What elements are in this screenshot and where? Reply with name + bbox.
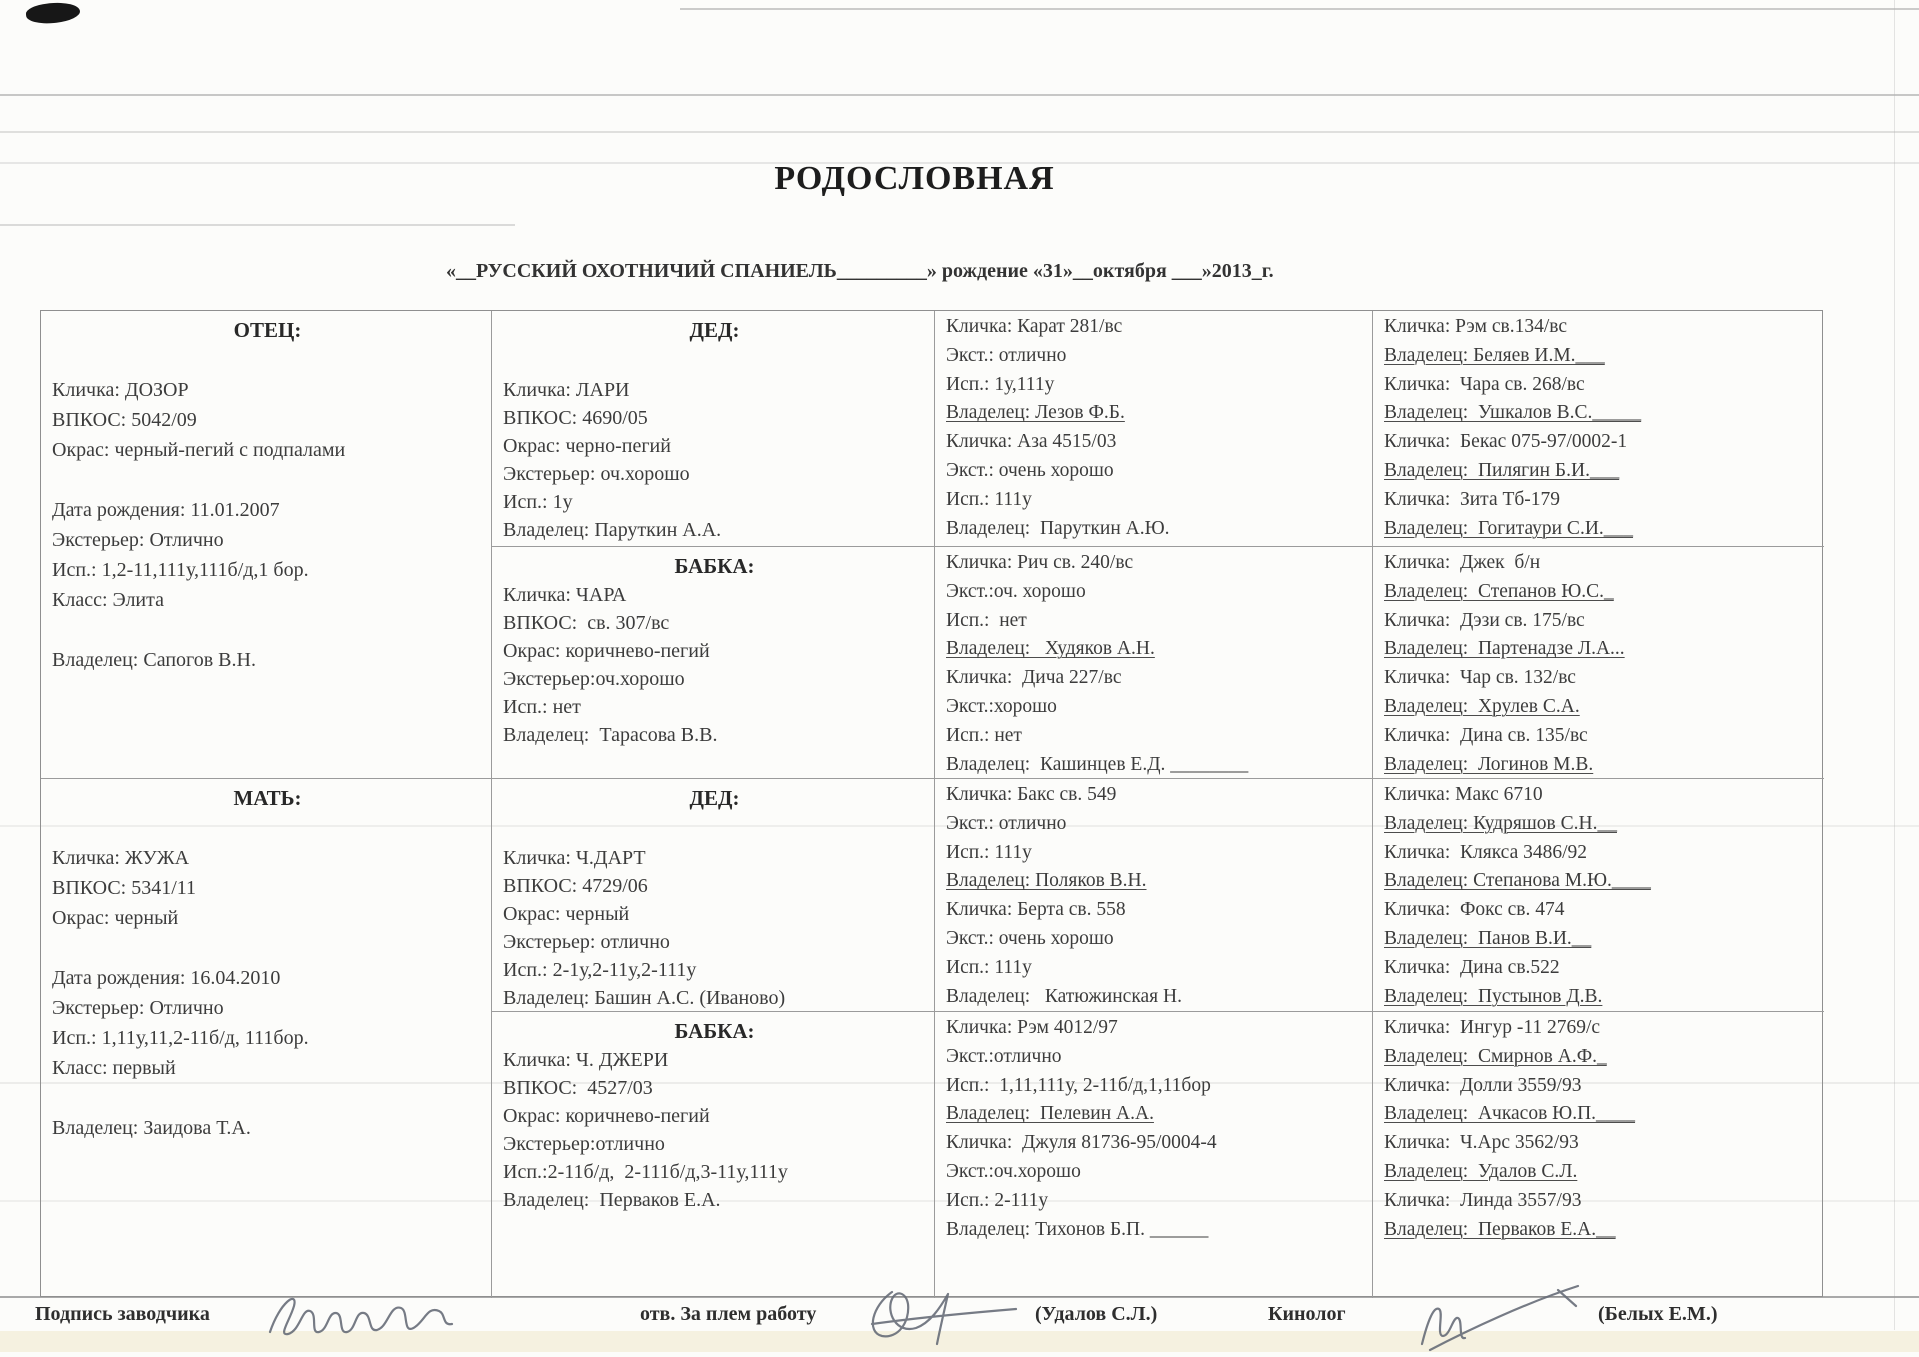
pedigree-line: Дата рождения: 11.01.2007 [52,499,280,521]
pedigree-line: Кличка: Джуля 81736-95/0004-4 [946,1132,1217,1154]
pedigree-line: Владелец: Поляков В.Н. [946,870,1147,892]
pedigree-line: Кличка: Рич св. 240/вс [946,552,1134,573]
pedigree-line: ВПКОС: 4527/03 [503,1077,653,1099]
pedigree-line: Окрас: коричнево-пегий [503,640,710,662]
pedigree-line: Владелец: Ушкалов В.С._____ [1384,402,1642,424]
cynologist-label: Кинолог [1268,1303,1346,1325]
great-grandparents-cell-3 [934,778,1372,1011]
grandparent-header: БАБКА: [674,554,755,578]
cynologist-name: (Белых Е.М.) [1598,1303,1718,1325]
great-grandparents-cell-4 [934,1011,1372,1298]
pedigree-line: Кличка: Рэм св.134/вс [1384,316,1568,337]
grandmother-cell-paternal [491,546,934,778]
pedigree-line: Владелец: Ачкасов Ю.П.____ [1384,1103,1636,1125]
pedigree-line: Владелец: Худяков А.Н. [946,638,1155,660]
grandfather-cell-paternal [491,311,934,546]
pedigree-line: Кличка: Долли 3559/93 [1384,1074,1582,1096]
pedigree-line: Владелец: Кашинцев Е.Д. ________ [946,753,1249,775]
pedigree-line: Кличка: Дина св. 135/вс [1384,724,1588,746]
pedigree-line: Экст.: очень хорошо [946,459,1114,481]
cell-lines [1384,316,1816,546]
pedigree-line: Экстерьер:отлично [503,1133,665,1155]
pedigree-line: Кличка: Бекас 075-97/0002-1 [1384,431,1628,453]
cell-lines [52,847,483,1147]
pedigree-line [52,1087,483,1117]
pedigree-line: Кличка: Чара св. 268/вс [1384,373,1585,395]
pedigree-line: Владелец: Заидова Т.А. [52,1117,251,1139]
cell-lines [946,552,1364,778]
pedigree-line: Кличка: Зита Тб-179 [1384,488,1561,510]
pedigree-line: Исп.: 1,2-11,111у,111б/д,1 бор. [52,559,309,581]
pedigree-line: Владелец: Партенадзе Л.А... [1384,638,1625,660]
pedigree-line: Экстерьер: оч.хорошо [503,463,690,485]
pedigree-line: Владелец: Гогитаури С.И.___ [1384,517,1634,539]
grandmother-cell-maternal [491,1011,934,1298]
pedigree-line: Кличка: Ч.Арс 3562/93 [1384,1132,1579,1154]
father-header: ОТЕЦ: [233,318,302,342]
pedigree-line: Окрас: черный [52,907,179,929]
pedigree-line: Кличка: Берта св. 558 [946,899,1126,921]
pedigree-line: Владелец: Башин А.С. (Иваново) [503,987,786,1009]
pedigree-line: Кличка: Бакс св. 549 [946,784,1117,805]
page-title: РОДОСЛОВНАЯ [774,160,1055,197]
grandfather-cell-maternal [491,778,934,1011]
breed-birth-line: «__РУССКИЙ ОХОТНИЧИЙ СПАНИЕЛЬ_________» рождение «31»__октября ___»2013_г. [446,260,1274,282]
pedigree-line: Владелец: Логинов М.В. [1384,753,1594,775]
pedigree-line: Экст.:оч. хорошо [946,580,1086,602]
pedigree-line: Окрас: черный [503,903,630,925]
pedigree-line: Владелец: Тихонов Б.П. ______ [946,1218,1209,1240]
pedigree-line: Владелец: Панов В.И.__ [1384,927,1592,949]
pedigree-line: Владелец: Беляев И.М.___ [1384,344,1605,366]
pedigree-line: Кличка: Дича 227/вс [946,667,1122,689]
great-grandparents-cell-2 [934,546,1372,778]
pedigree-line: Кличка: Клякса 3486/92 [1384,841,1588,863]
pedigree-line: Дата рождения: 16.04.2010 [52,967,281,989]
great-great-grandparents-cell-4 [1372,1011,1824,1298]
cell-lines [946,1017,1364,1247]
pedigree-table [40,310,1823,1297]
pedigree-line: Кличка: ЖУЖА [52,847,190,869]
pedigree-line: Кличка: Ч.ДАРТ [503,847,646,869]
pedigree-line: Окрас: коричнево-пегий [503,1105,710,1127]
pedigree-line: Экстерьер:оч.хорошо [503,668,685,690]
breeding-officer-name: (Удалов С.Л.) [1035,1303,1158,1325]
breeding-officer-label: отв. За плем работу [640,1303,817,1325]
pedigree-line: Владелец: Сапогов В.Н. [52,649,256,671]
great-great-grandparents-cell-1 [1372,311,1824,546]
pedigree-line: Исп.: 1у [503,491,573,513]
pedigree-line: Исп.: 111у [946,488,1032,510]
pedigree-line: Экстерьер: отлично [503,931,670,953]
pedigree-line: Кличка: Чар св. 132/вс [1384,667,1576,689]
pedigree-line: Класс: первый [52,1057,176,1079]
pedigree-line: Исп.: нет [946,609,1027,631]
pedigree-line: Экстерьер: Отлично [52,529,224,551]
pedigree-line: Экст.:оч.хорошо [946,1160,1081,1182]
cynologist-signature [1406,1278,1591,1356]
pedigree-line: ВПКОС: 4690/05 [503,407,648,429]
cell-lines [946,316,1364,546]
pedigree-line: Кличка: Ч. ДЖЕРИ [503,1049,669,1071]
pedigree-line: Владелец: Степанова М.Ю.____ [1384,870,1651,892]
cell-lines [1384,784,1816,1011]
grandparent-header: БАБКА: [674,1019,755,1043]
breeder-signature [262,1286,477,1348]
scan-line [1894,0,1895,1330]
pedigree-line: Экст.:хорошо [946,695,1057,717]
great-great-grandparents-cell-3 [1372,778,1824,1011]
pedigree-line: Владелец: Пелевин А.А. [946,1103,1154,1125]
mother-header: МАТЬ: [233,786,302,810]
pedigree-line: Кличка: Джек б/н [1384,552,1541,573]
cell-lines [503,847,926,1011]
pedigree-line: Окрас: черно-пегий [503,435,671,457]
mother-cell [41,778,491,1298]
pedigree-line: Кличка: Ингур -11 2769/с [1384,1017,1601,1038]
great-grandparents-cell-1 [934,311,1372,546]
pedigree-line: Исп.: 1у,111у [946,373,1055,395]
pedigree-line: ВПКОС: 4729/06 [503,875,648,897]
father-cell [41,311,491,778]
pedigree-line: Кличка: Дэзи св. 175/вс [1384,609,1585,631]
cell-lines [503,379,926,546]
cell-lines [52,379,483,679]
cell-lines [946,784,1364,1011]
pedigree-line: Кличка: ЧАРА [503,584,627,606]
pedigree-line: Кличка: Аза 4515/03 [946,431,1117,453]
pedigree-line: Владелец: Пустынов Д.В. [1384,985,1603,1007]
cell-lines [503,584,926,752]
pedigree-line: Кличка: Макс 6710 [1384,784,1543,805]
grandparent-header: ДЕД: [689,786,740,810]
pedigree-line: ВПКОС: 5042/09 [52,409,197,431]
cell-lines [503,1049,926,1217]
pedigree-line: Владелец: Паруткин А.Ю. [946,517,1170,539]
cell-lines [1384,552,1816,778]
scan-line [680,8,1919,10]
breeder-signature-label: Подпись заводчика [35,1303,210,1325]
pedigree-line: Владелец: Перваков Е.А.__ [1384,1218,1616,1240]
breeding-officer-signature [858,1282,1023,1352]
pedigree-line: Владелец: Перваков Е.А. [503,1189,721,1211]
pedigree-line: Исп.: 2-111у [946,1189,1049,1211]
cell-lines [1384,1017,1816,1247]
pedigree-line: Исп.: 1,11у,11,2-11б/д, 111бор. [52,1027,309,1049]
pedigree-line: Владелец: Степанов Ю.С._ [1384,580,1614,602]
pedigree-line: Владелец: Пилягин Б.И.___ [1384,459,1620,481]
pedigree-line: Экст.:отлично [946,1045,1062,1067]
pedigree-line: Окрас: черный-пегий с подпалами [52,439,346,461]
pedigree-line: ВПКОС: св. 307/вс [503,612,670,634]
pedigree-line [52,469,483,499]
scan-line [0,224,515,226]
pedigree-line: Владелец: Катюжинская Н. [946,985,1182,1007]
pedigree-line: Владелец: Лезов Ф.Б. [946,402,1125,424]
scan-mark [25,0,81,26]
pedigree-line: Кличка: Рэм 4012/97 [946,1017,1118,1038]
pedigree-line: Исп.: 1,11,111у, 2-11б/д,1,11бор [946,1074,1211,1096]
pedigree-line: Кличка: Дина св.522 [1384,956,1560,978]
pedigree-line: Владелец: Кудряшов С.Н.__ [1384,812,1617,834]
pedigree-line: Кличка: ЛАРИ [503,379,630,401]
scan-line [0,131,1919,133]
pedigree-line [52,937,483,967]
pedigree-line: Экст.: отлично [946,344,1067,366]
pedigree-line: Кличка: Фокс св. 474 [1384,899,1565,921]
scan-line [0,94,1919,96]
pedigree-line: Владелец: Удалов С.Л. [1384,1160,1578,1182]
pedigree-line: Кличка: Карат 281/вс [946,316,1123,337]
pedigree-line: Исп.: нет [503,696,581,718]
pedigree-line: ВПКОС: 5341/11 [52,877,197,899]
grandparent-header: ДЕД: [689,318,740,342]
pedigree-line: Исп.: 111у [946,841,1032,863]
pedigree-line: Экстерьер: Отлично [52,997,224,1019]
pedigree-line: Исп.: 2-1у,2-11у,2-111у [503,959,697,981]
pedigree-line: Исп.: 111у [946,956,1032,978]
pedigree-line: Кличка: Линда 3557/93 [1384,1189,1582,1211]
pedigree-line: Владелец: Хрулев С.А. [1384,695,1580,717]
pedigree-line: Класс: Элита [52,589,164,611]
great-great-grandparents-cell-2 [1372,546,1824,778]
pedigree-line: Владелец: Тарасова В.В. [503,724,718,746]
pedigree-line: Кличка: ДОЗОР [52,379,189,401]
pedigree-line: Исп.:2-11б/д, 2-111б/д,3-11у,111у [503,1161,788,1183]
pedigree-line: Исп.: нет [946,724,1022,746]
pedigree-line: Экст.: очень хорошо [946,927,1114,949]
pedigree-line: Владелец: Смирнов А.Ф._ [1384,1045,1607,1067]
pedigree-line: Экст.: отлично [946,812,1067,834]
pedigree-line: Владелец: Паруткин А.А. [503,519,722,541]
pedigree-line [52,619,483,649]
